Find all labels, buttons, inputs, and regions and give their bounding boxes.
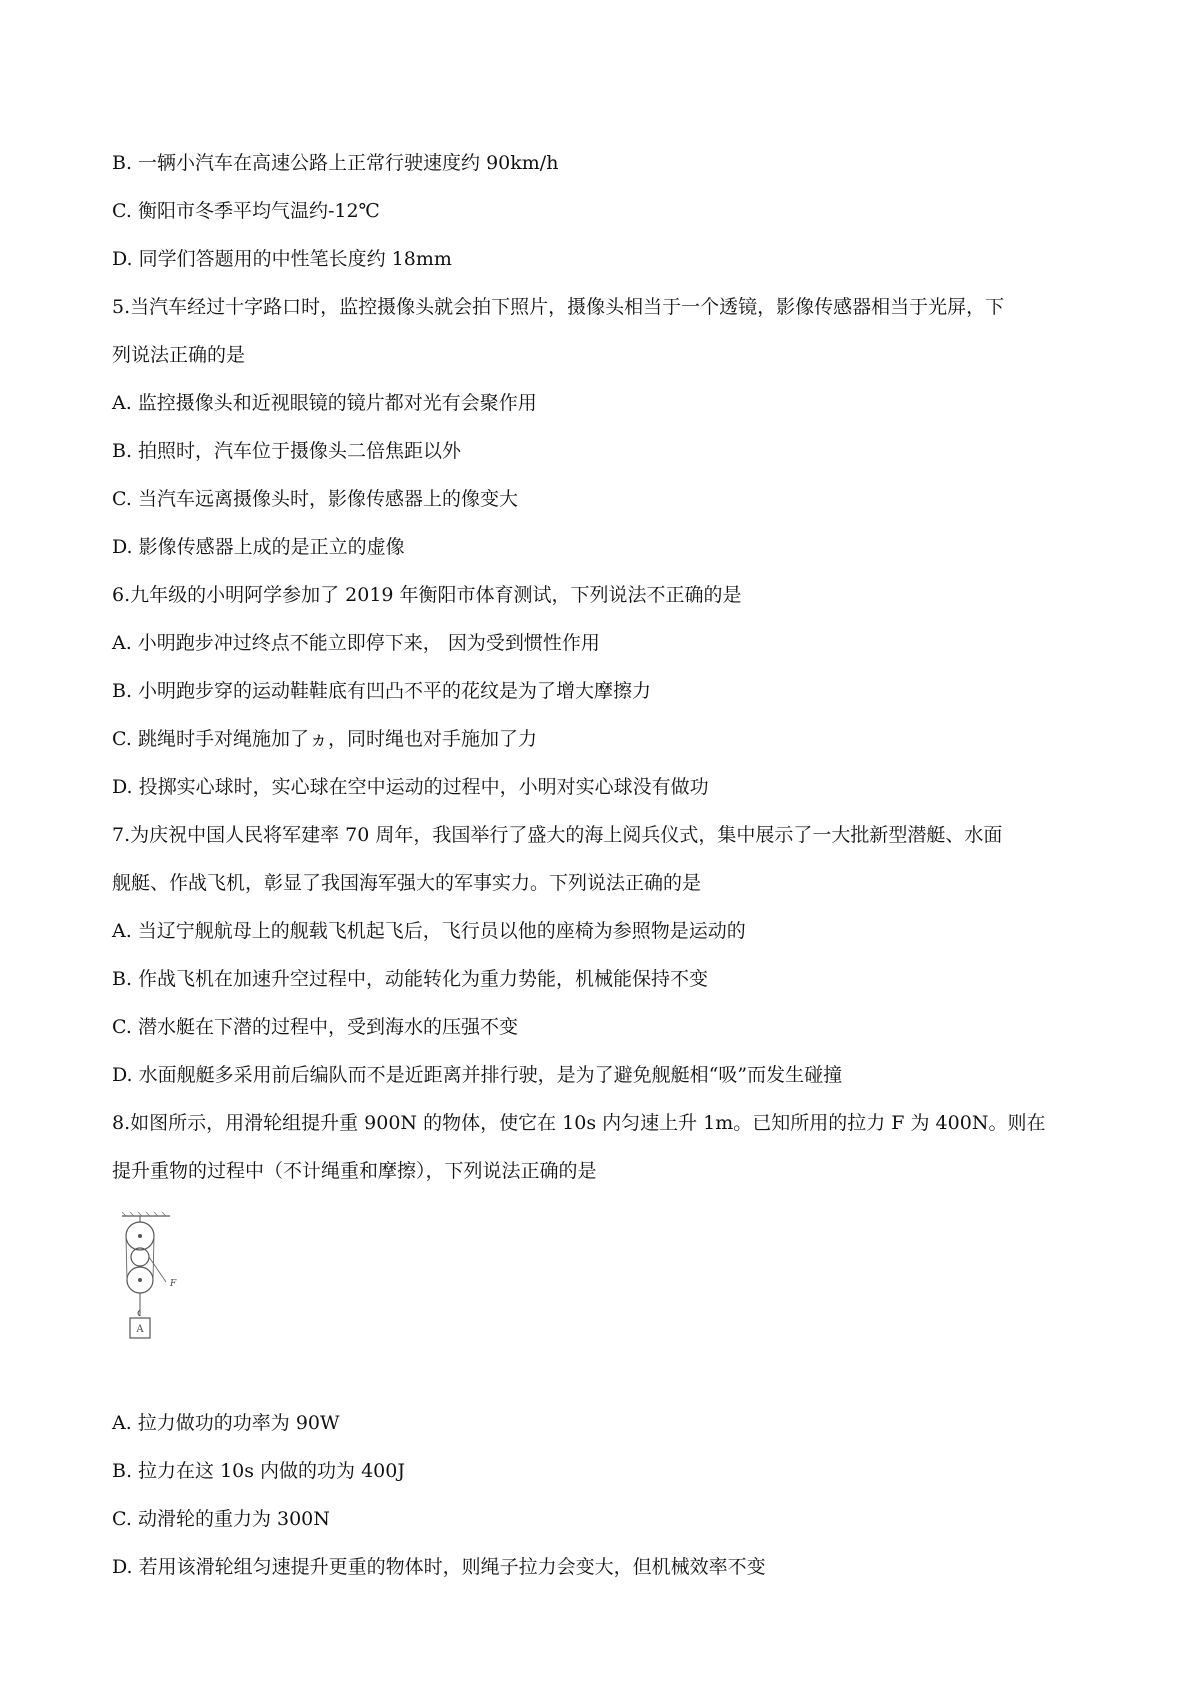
q7-stem-line2: 舰艇、作战飞机，彰显了我国海军强大的军事实力。下列说法正确的是 (112, 872, 702, 894)
q8-option-a: A. 拉力做功的功率为 90W (112, 1412, 340, 1434)
q8-option-d: D. 若用该滑轮组匀速提升更重的物体时，则绳子拉力会变大，但机械效率不变 (112, 1556, 766, 1578)
q6-stem: 6.九年级的小明阿学参加了 2019 年衡阳市体育测试，下列说法不正确的是 (112, 584, 742, 606)
q4-option-d: D. 同学们答题用的中性笔长度约 18mm (112, 248, 452, 270)
q4-option-b: B. 一辆小汽车在高速公路上正常行驶速度约 90km/h (112, 152, 559, 174)
q7-option-c: C. 潜水艇在下潜的过程中，受到海水的压强不变 (112, 1016, 518, 1038)
q5-option-a: A. 监控摄像头和近视眼镜的镜片都对光有会聚作用 (112, 392, 537, 414)
q7-option-a: A. 当辽宁舰航母上的舰载飞机起飞后，飞行员以他的座椅为参照物是运动的 (112, 920, 746, 942)
q8-option-c: C. 动滑轮的重力为 300N (112, 1508, 330, 1530)
q6-option-a: A. 小明跑步冲过终点不能立即停下来， 因为受到惯性作用 (112, 632, 600, 654)
q5-option-d: D. 影像传感器上成的是正立的虚像 (112, 536, 405, 558)
q6-option-b: B. 小明跑步穿的运动鞋鞋底有凹凸不平的花纹是为了增大摩擦力 (112, 680, 652, 702)
q8-option-b: B. 拉力在这 10s 内做的功为 400J (112, 1460, 405, 1482)
q8-stem-line1: 8.如图所示，用滑轮组提升重 900N 的物体，使它在 10s 内匀速上升 1m。已知所用的拉力 F 为 400N。则在 (112, 1112, 1046, 1134)
q5-stem-line1: 5.当汽车经过十字路口时，监控摄像头就会拍下照片，摄像头相当于一个透镜，影像传感器相当于光屏，下 (112, 296, 1005, 318)
q5-option-b: B. 拍照时，汽车位于摄像头二倍焦距以外 (112, 440, 462, 462)
q5-option-c: C. 当汽车远离摄像头时，影像传感器上的像变大 (112, 488, 518, 510)
force-label: F (170, 1279, 177, 1289)
q7-option-b: B. 作战飞机在加速升空过程中，动能转化为重力势能，机械能保持不变 (112, 968, 709, 990)
q6-option-c: C. 跳绳时手对绳施加了ヵ，同时绳也对手施加了力 (112, 728, 537, 750)
q7-stem-line1: 7.为庆祝中国人民将军建率 70 周年，我国举行了盛大的海上阅兵仪式，集中展示了一大批新型潜艇、水面 (112, 824, 1003, 846)
q8-stem-line2: 提升重物的过程中（不计绳重和摩擦），下列说法正确的是 (112, 1160, 597, 1182)
block-label: A (136, 1324, 144, 1335)
pulley-diagram (118, 1212, 188, 1352)
pulley-figure (118, 1212, 188, 1352)
q7-option-d: D. 水面舰艇多采用前后编队而不是近距离并排行驶，是为了避免舰艇相“吸”而发生碰撞 (112, 1064, 843, 1086)
q5-stem-line2: 列说法正确的是 (112, 344, 246, 366)
q6-option-d: D. 投掷实心球时，实心球在空中运动的过程中，小明对实心球没有做功 (112, 776, 709, 798)
q4-option-c: C. 衡阳市冬季平均气温约-12℃ (112, 200, 380, 222)
